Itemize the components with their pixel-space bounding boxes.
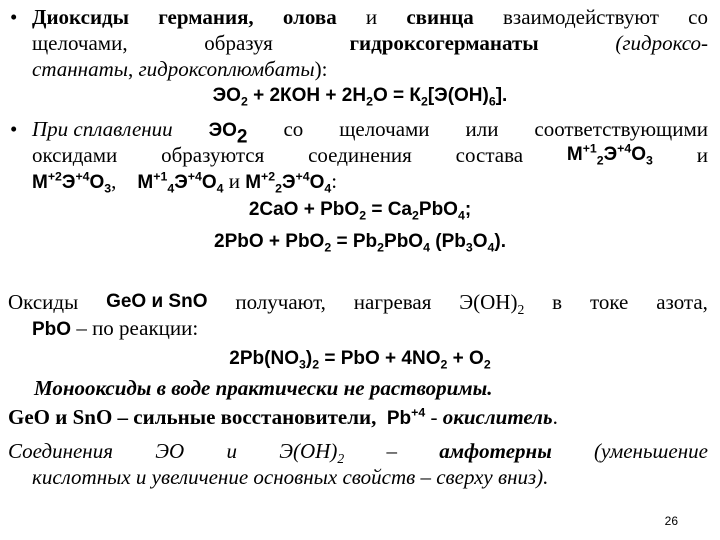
- eq-sub: 2: [366, 94, 373, 109]
- eq-sub: 3: [465, 240, 473, 255]
- eq-sub: 2: [236, 126, 248, 148]
- eq-part: Э: [61, 172, 76, 193]
- eq-sup: +4: [187, 169, 202, 184]
- eq-part: O: [472, 231, 488, 252]
- eq-part: + 2КОН + 2Н: [247, 85, 367, 106]
- formula: [567, 143, 653, 167]
- eq-part: (Pb: [429, 231, 466, 252]
- eq-part: [Э(ОН): [427, 85, 489, 106]
- eq-sup: +1: [582, 141, 597, 156]
- word: оксидами: [32, 143, 118, 167]
- p5-line-2: [32, 465, 548, 489]
- eq-part: PbO: [384, 231, 424, 252]
- eq-sub: 2: [359, 208, 367, 223]
- eq-part: ЭО: [208, 120, 237, 141]
- word: и: [365, 5, 378, 29]
- eq-part: = Ca: [366, 199, 413, 220]
- word: При сплавлении: [32, 117, 173, 141]
- b2-line-3: [32, 169, 337, 195]
- eq-sub: 2: [412, 208, 419, 223]
- word: ЭО: [155, 439, 185, 463]
- eq-sub: 4: [487, 240, 495, 255]
- eq-part: + O: [447, 348, 484, 369]
- eq-part: О: [89, 172, 105, 193]
- word: и: [228, 169, 240, 193]
- word: Оксиды: [8, 290, 79, 314]
- eq-part: ЭО: [212, 85, 241, 106]
- text: Э(ОН): [459, 290, 518, 314]
- eq-sup: +1: [153, 169, 168, 184]
- bullet-1: •: [10, 5, 18, 29]
- eq-sub: 2: [324, 240, 332, 255]
- eq-sub: 2: [440, 357, 448, 372]
- word: и: [226, 439, 237, 463]
- text: кислотных и увеличение основных свойств – сверху вниз).: [32, 465, 549, 489]
- equation-2: [0, 198, 720, 222]
- eq-part: О: [631, 144, 647, 165]
- eq-sub: 2: [275, 181, 282, 196]
- b1-line-1: [32, 5, 708, 29]
- text: Э(ОН): [279, 439, 338, 463]
- eq-part: М: [32, 172, 48, 193]
- eq-sub: 4: [423, 240, 430, 255]
- word: соединения: [308, 143, 412, 167]
- word: получают,: [235, 290, 326, 314]
- eq-part: М: [245, 172, 262, 193]
- formula: [208, 117, 248, 148]
- b2-line-1: [32, 117, 708, 148]
- text: гидроксоплюмбаты: [138, 57, 315, 81]
- eq-sub: 3: [646, 153, 653, 168]
- p3-line-3: [34, 376, 492, 400]
- word: амфотерны: [439, 439, 552, 463]
- eq-sub: 2: [377, 240, 385, 255]
- sub: 2: [337, 450, 345, 466]
- eq-part: Э: [174, 172, 188, 193]
- word: взаимодействуют: [502, 5, 659, 29]
- word: щелочами: [339, 117, 430, 141]
- formula: [459, 290, 525, 317]
- eq-part: Э: [603, 144, 618, 165]
- eq-sub: 4: [457, 208, 465, 223]
- eq-part: = Pb: [331, 231, 378, 252]
- word: со: [283, 117, 304, 141]
- word: или: [465, 117, 499, 141]
- text: ,: [111, 169, 117, 193]
- eq-part: ).: [494, 231, 506, 252]
- text: ):: [314, 57, 328, 81]
- eq-sup: +2: [261, 169, 276, 184]
- eq-sub: 2: [240, 94, 248, 109]
- eq-part: = PbO + 4NO: [319, 348, 441, 369]
- eq-part: 2Pb(NO: [229, 348, 299, 369]
- eq-part: О: [309, 172, 325, 193]
- b1-line-3: [32, 57, 327, 81]
- eq-sub: 2: [420, 94, 428, 109]
- eq-sup: +4: [617, 141, 632, 156]
- word: гидроксогерманаты: [349, 31, 539, 55]
- word: и: [696, 143, 708, 167]
- eq-part: ): [305, 348, 313, 369]
- word: нагревая: [353, 290, 432, 314]
- b1-line-2: [32, 31, 708, 55]
- word: Диоксиды: [32, 5, 130, 29]
- word: (уменьшение: [594, 439, 708, 463]
- formula: [137, 169, 224, 196]
- word: состава: [455, 143, 524, 167]
- equation-4: [0, 347, 720, 371]
- p3-line-1: [8, 290, 708, 317]
- p4-line: [8, 405, 558, 431]
- word: со: [688, 5, 708, 29]
- formula: GeO и SnO: [106, 291, 208, 312]
- p3-line-2: [32, 316, 198, 342]
- word: германия,: [158, 5, 254, 29]
- word: образуются: [161, 143, 265, 167]
- word: Соединения: [8, 439, 113, 463]
- word: азота,: [656, 290, 708, 314]
- eq-sub: 4: [216, 181, 224, 196]
- eq-part: 2PbO + PbO: [214, 231, 325, 252]
- eq-part: М: [137, 172, 154, 193]
- word: токе: [589, 290, 629, 314]
- eq-sup: +4: [295, 169, 310, 184]
- formula: PbO: [32, 319, 72, 340]
- eq-part: ].: [495, 85, 508, 106]
- equation-1: [0, 84, 720, 108]
- text: – по реакции:: [71, 316, 199, 340]
- text: :: [331, 169, 338, 193]
- eq-part: ;: [464, 199, 472, 220]
- eq-sub: 2: [312, 357, 320, 372]
- eq-part: М: [566, 144, 583, 165]
- eq-sub: 4: [167, 181, 175, 196]
- word: образуя: [204, 31, 273, 55]
- text: .: [552, 405, 558, 429]
- eq-part: 2CaO + PbO: [248, 199, 360, 220]
- eq-sub: 4: [324, 181, 332, 196]
- eq-sub: 3: [298, 357, 306, 372]
- text: станнаты: [32, 57, 128, 81]
- word: олова: [282, 5, 337, 29]
- formula: [386, 405, 426, 429]
- text: окислитель: [442, 405, 553, 429]
- word: (гидроксо-: [615, 31, 708, 55]
- eq-sub: 2: [596, 153, 604, 168]
- bullet-2: •: [10, 117, 18, 141]
- eq-part: Э: [282, 172, 296, 193]
- word: свинца: [406, 5, 474, 29]
- text: ,: [127, 57, 139, 81]
- eq-sub: 2: [483, 357, 491, 372]
- eq-sup: +4: [411, 405, 426, 420]
- word: соответствующими: [534, 117, 708, 141]
- p5-line-1: [8, 439, 708, 466]
- eq-part: О: [201, 172, 217, 193]
- eq-part: Pb: [386, 408, 412, 429]
- sub: 2: [517, 301, 525, 317]
- eq-part: PbO: [418, 199, 458, 220]
- eq-sup: +2: [47, 169, 62, 184]
- eq-sub: 6: [488, 94, 496, 109]
- page-number: 26: [664, 514, 678, 528]
- formula: [245, 169, 332, 196]
- word: –: [386, 439, 397, 463]
- b2-line-2: [32, 143, 708, 167]
- eq-part: О = К: [372, 85, 421, 106]
- formula: [32, 169, 112, 196]
- eq-sub: 3: [104, 181, 112, 196]
- text: Монооксиды в воде практически не растворимы.: [34, 376, 493, 400]
- text: -: [425, 405, 443, 429]
- text: GeO и SnO – сильные восстановители,: [8, 405, 377, 429]
- formula: [279, 439, 345, 466]
- equation-3: [0, 230, 720, 254]
- eq-sup: +4: [75, 169, 90, 184]
- word: в: [552, 290, 563, 314]
- word: щелочами,: [32, 31, 128, 55]
